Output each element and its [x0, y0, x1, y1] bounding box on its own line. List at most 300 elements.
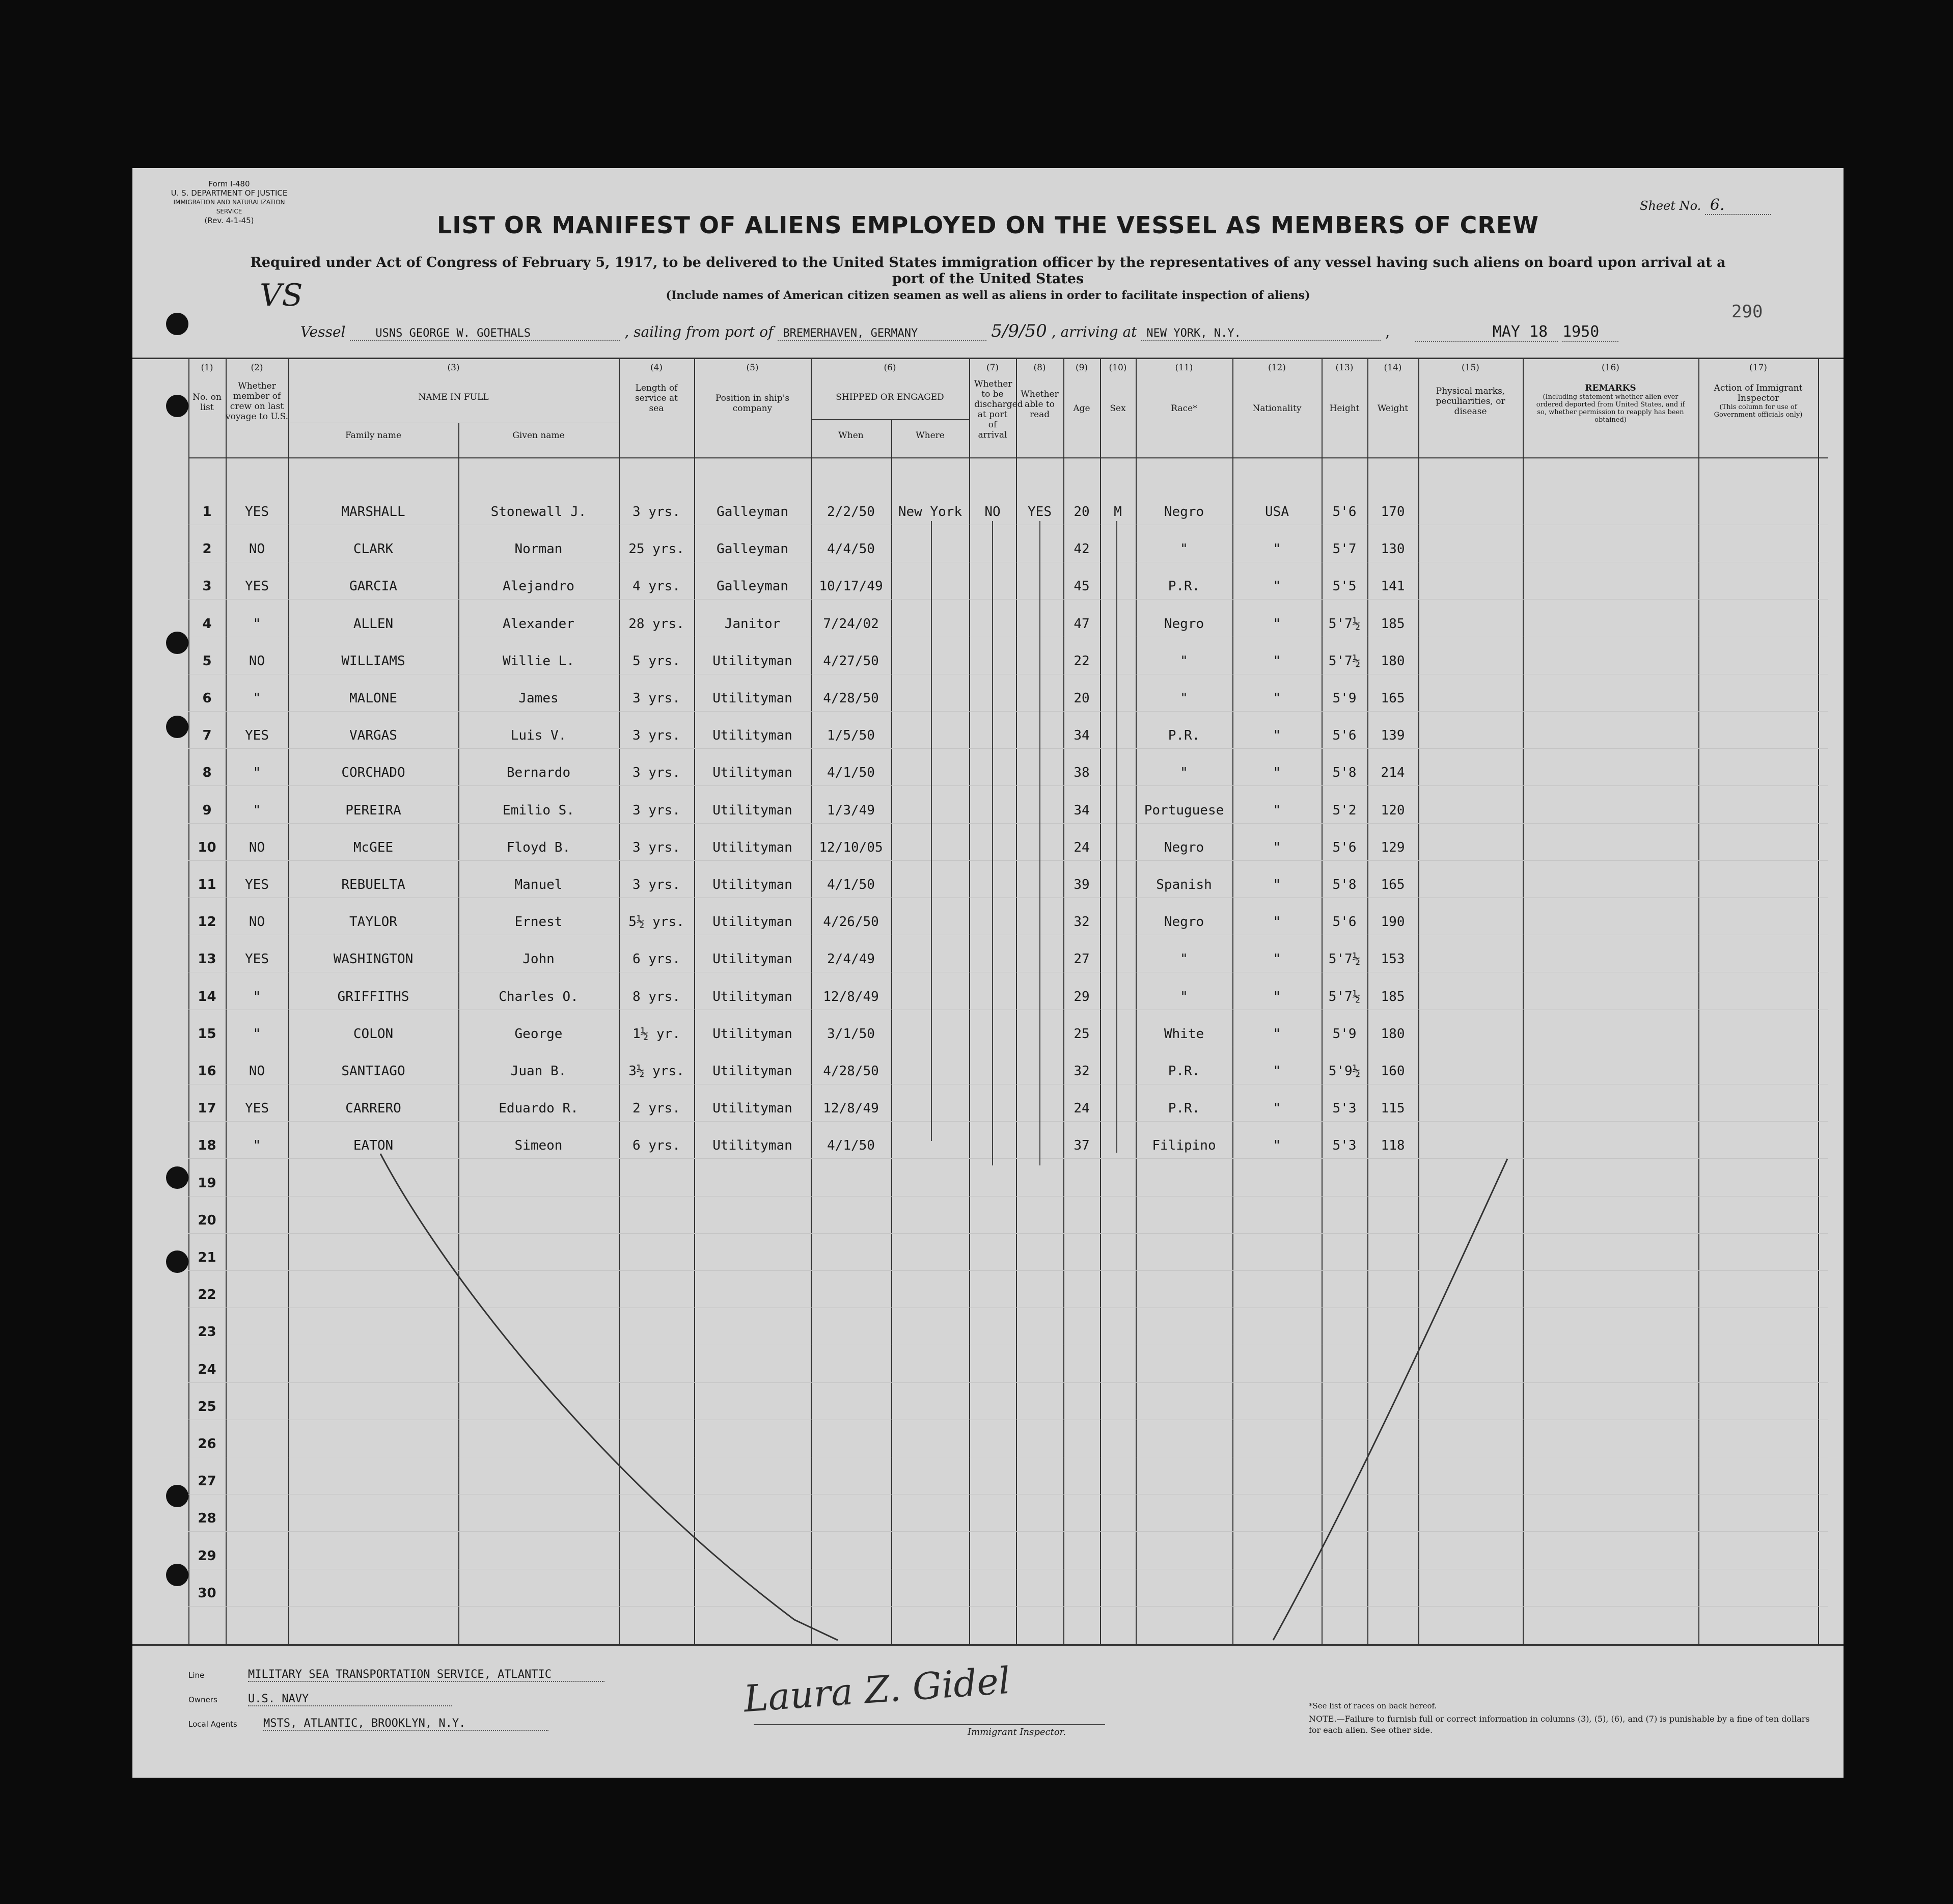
cell-service: 8 yrs.	[632, 989, 680, 1004]
cell-position: Galleyman	[717, 579, 788, 594]
penalty-note: NOTE.—Failure to furnish full or correct information in columns (3), (5), (6), and (7) is punishable by a fine of ten dollars for each alien. See other side.	[1309, 1714, 1810, 1735]
col-title: Whether to be discharged at port of arrival	[974, 379, 1023, 440]
cell-service: 4 yrs.	[632, 579, 680, 594]
cell-given: Manuel	[514, 877, 563, 892]
arrival-date: MAY 18	[1415, 323, 1558, 342]
agents-row	[188, 1717, 604, 1742]
owners-label: Owners	[188, 1695, 217, 1704]
col-title: Action of Immigrant Inspector	[1714, 383, 1803, 403]
cell-nationality: "	[1273, 839, 1281, 855]
cell-age: 37	[1074, 1138, 1090, 1154]
row-number: 22	[198, 1287, 216, 1303]
cell-nationality: "	[1273, 728, 1281, 744]
cell-age: 34	[1074, 802, 1090, 818]
line-row	[188, 1668, 604, 1693]
cell-when: 12/8/49	[823, 1101, 879, 1117]
cell-nationality: "	[1273, 1026, 1281, 1042]
cell-prev: YES	[245, 728, 269, 744]
manifest-sheet	[132, 168, 1844, 1778]
cell-when: 4/1/50	[827, 1138, 875, 1154]
cell-race: P.R.	[1168, 1064, 1200, 1079]
cell-family: PEREIRA	[345, 802, 401, 818]
agents-label: Local Agents	[188, 1720, 237, 1729]
cell-family: WILLIAMS	[341, 653, 405, 669]
form-number: Form I-480	[208, 179, 250, 188]
cell-family: ALLEN	[353, 616, 394, 632]
punch-hole	[166, 716, 188, 738]
cell-weight: 190	[1381, 914, 1405, 930]
cell-given: Ernest	[514, 914, 563, 930]
cell-prev: YES	[245, 877, 269, 892]
cell-age: 47	[1074, 616, 1090, 632]
col-number: (5)	[746, 363, 759, 373]
cell-given: Emilio S.	[503, 802, 574, 818]
cell-family: GRIFFITHS	[337, 989, 409, 1004]
inspector-signature: Laura Z. Gidel	[742, 1658, 1012, 1721]
cell-race: "	[1180, 951, 1188, 967]
cell-when: 1/5/50	[827, 728, 875, 744]
cell-when: 12/8/49	[823, 989, 879, 1004]
department: U. S. DEPARTMENT OF JUSTICE	[171, 188, 288, 198]
cell-position: Utilityman	[712, 989, 792, 1004]
cell-where: New York	[898, 504, 962, 520]
row-number: 28	[198, 1511, 216, 1527]
cell-position: Utilityman	[712, 839, 792, 855]
cell-service: 3 yrs.	[632, 877, 680, 892]
cell-given: Juan B.	[510, 1064, 567, 1079]
row-number: 6	[202, 691, 212, 706]
col-number: (6)	[884, 363, 896, 373]
cell-when: 4/1/50	[827, 877, 875, 892]
cell-nationality: "	[1273, 1101, 1281, 1117]
handwritten-mark: VS	[260, 278, 303, 313]
cell-nationality: "	[1273, 802, 1281, 818]
col-title: Length of service at sea	[635, 383, 678, 414]
owners-value: U.S. NAVY	[248, 1693, 452, 1706]
vessel-label: Vessel	[300, 323, 346, 340]
cell-position: Utilityman	[712, 951, 792, 967]
row-number: 26	[198, 1436, 216, 1452]
cell-race: Negro	[1164, 616, 1204, 632]
cell-family: CARRERO	[345, 1101, 401, 1117]
cell-weight: 120	[1381, 802, 1405, 818]
row-number: 21	[198, 1250, 216, 1265]
cell-given: Stonewall J.	[490, 504, 587, 520]
col-number: (15)	[1462, 363, 1479, 373]
cell-nationality: "	[1273, 1138, 1281, 1154]
cell-height: 5'8	[1332, 765, 1357, 781]
punch-hole	[166, 395, 188, 417]
col-number: (4)	[650, 363, 663, 373]
row-number: 2	[202, 541, 212, 557]
cell-family: EATON	[353, 1138, 394, 1154]
col-number: (10)	[1109, 363, 1127, 373]
cell-prev: NO	[249, 914, 265, 930]
strike-line-right	[1273, 1159, 1507, 1640]
cell-given: Eduardo R.	[499, 1101, 579, 1117]
cell-weight: 141	[1381, 579, 1405, 594]
cell-race: Filipino	[1152, 1138, 1216, 1154]
cell-family: CLARK	[353, 541, 394, 557]
unused-rows-strike	[132, 168, 1844, 1778]
col-note: (Including statement whether alien ever ordered deported from United States, and if so, whether permission to reapply has been obtained)	[1536, 393, 1685, 424]
col-number: (12)	[1268, 363, 1286, 373]
row-number: 7	[202, 728, 212, 744]
row-number: 5	[202, 653, 212, 669]
cell-prev: "	[253, 802, 261, 818]
cell-nationality: "	[1273, 541, 1281, 557]
cell-height: 5'3	[1332, 1101, 1357, 1117]
cell-given: James	[518, 691, 559, 706]
vessel-line: Vessel USNS GEORGE W. GOETHALS , sailing from port of BREMERHAVEN, GERMANY 5/9/50 , arriving at NEW YORK, N.Y. , MAY 18 1950	[300, 321, 1828, 341]
strike-line-left	[380, 1154, 838, 1640]
cell-height: 5'3	[1332, 1138, 1357, 1154]
row-number: 10	[198, 839, 216, 855]
owners-row	[188, 1693, 604, 1717]
cell-position: Utilityman	[712, 1101, 792, 1117]
cell-position: Utilityman	[712, 914, 792, 930]
cell-height: 5'6	[1332, 504, 1357, 520]
cell-weight: 170	[1381, 504, 1405, 520]
cell-age: 25	[1074, 1026, 1090, 1042]
cell-height: 5'6	[1332, 839, 1357, 855]
agents-value: MSTS, ATLANTIC, BROOKLYN, N.Y.	[263, 1717, 548, 1731]
cell-service: 6 yrs.	[632, 1138, 680, 1154]
col-number: (7)	[986, 363, 999, 373]
cell-family: WASHINGTON	[333, 951, 414, 967]
cell-service: 3½ yrs.	[628, 1064, 684, 1079]
row-number: 18	[198, 1138, 216, 1154]
when-header: When	[838, 430, 864, 441]
cell-weight: 165	[1381, 877, 1405, 892]
given-name-header: Given name	[512, 430, 565, 441]
cell-height: 5'9	[1332, 691, 1357, 706]
cell-position: Utilityman	[712, 1026, 792, 1042]
cell-service: 1½ yr.	[632, 1026, 680, 1042]
col-title: REMARKS	[1585, 383, 1636, 393]
cell-when: 4/27/50	[823, 653, 879, 669]
cell-nationality: "	[1273, 579, 1281, 594]
col-number: (16)	[1602, 363, 1619, 373]
footer-block	[188, 1668, 604, 1742]
port-of-arrival: NEW YORK, N.Y.	[1141, 327, 1381, 341]
cell-service: 3 yrs.	[632, 839, 680, 855]
cell-given: Willie L.	[503, 653, 574, 669]
col-number: (9)	[1075, 363, 1088, 373]
cell-prev: YES	[245, 1101, 269, 1117]
cell-nationality: "	[1273, 951, 1281, 967]
cell-age: 20	[1074, 504, 1090, 520]
row-number: 4	[202, 616, 212, 632]
col-number: (13)	[1335, 363, 1354, 373]
arrival-year: 1950	[1562, 323, 1618, 342]
cell-when: 2/4/49	[827, 951, 875, 967]
cell-when: 12/10/05	[819, 839, 883, 855]
row-number: 25	[198, 1399, 216, 1415]
col-title: Position in ship's company	[715, 393, 790, 414]
cell-prev: NO	[249, 1064, 265, 1079]
footnotes	[1309, 1701, 1818, 1736]
punch-hole	[166, 1564, 188, 1586]
vessel-name: USNS GEORGE W. GOETHALS	[350, 327, 620, 341]
col-title: Sex	[1110, 403, 1126, 414]
cell-when: 4/28/50	[823, 691, 879, 706]
cell-height: 5'5	[1332, 579, 1357, 594]
cell-race: P.R.	[1168, 1101, 1200, 1117]
cell-family: McGEE	[353, 839, 394, 855]
row-number: 16	[198, 1064, 216, 1079]
cell-service: 5½ yrs.	[628, 914, 684, 930]
col-number: (2)	[251, 363, 263, 373]
cell-race: Portuguese	[1144, 802, 1224, 818]
page-number: 290	[1731, 302, 1763, 322]
where-header: Where	[916, 430, 945, 441]
cell-height: 5'7½	[1328, 616, 1361, 632]
cell-given: Charles O.	[499, 989, 579, 1004]
cell-read: YES	[1028, 504, 1052, 520]
cell-nationality: USA	[1265, 504, 1289, 520]
cell-weight: 129	[1381, 839, 1405, 855]
cell-race: White	[1164, 1026, 1204, 1042]
cell-age: 24	[1074, 1101, 1090, 1117]
cell-race: Spanish	[1156, 877, 1212, 892]
row-number: 14	[198, 989, 216, 1004]
cell-height: 5'2	[1332, 802, 1357, 818]
cell-family: CORCHADO	[341, 765, 405, 781]
cell-sex: M	[1114, 504, 1122, 520]
cell-weight: 139	[1381, 728, 1405, 744]
cell-prev: "	[253, 765, 261, 781]
cell-nationality: "	[1273, 765, 1281, 781]
cell-family: MALONE	[349, 691, 397, 706]
cell-weight: 214	[1381, 765, 1405, 781]
cell-height: 5'7	[1332, 541, 1357, 557]
cell-service: 3 yrs.	[632, 691, 680, 706]
cell-service: 28 yrs.	[628, 616, 684, 632]
cell-service: 3 yrs.	[632, 802, 680, 818]
cell-when: 2/2/50	[827, 504, 875, 520]
cell-height: 5'6	[1332, 728, 1357, 744]
cell-height: 5'9	[1332, 1026, 1357, 1042]
cell-age: 24	[1074, 839, 1090, 855]
inspector-label: Immigrant Inspector.	[968, 1727, 1066, 1737]
revision: (Rev. 4-1-45)	[204, 216, 254, 225]
row-number: 8	[202, 765, 212, 781]
punch-hole	[166, 1485, 188, 1507]
cell-family: TAYLOR	[349, 914, 397, 930]
cell-given: Simeon	[514, 1138, 563, 1154]
col-title: Physical marks, peculiarities, or disease	[1436, 386, 1505, 417]
form-subnote: (Include names of American citizen seamen as well as aliens in order to facilitate inspection of aliens)	[666, 289, 1310, 302]
cell-age: 29	[1074, 989, 1090, 1004]
punch-hole	[166, 1250, 188, 1273]
cell-height: 5'7½	[1328, 989, 1361, 1004]
cell-discharged: NO	[984, 504, 1001, 520]
cell-family: MARSHALL	[341, 504, 405, 520]
cell-height: 5'7½	[1328, 653, 1361, 669]
cell-height: 5'7½	[1328, 951, 1361, 967]
cell-given: Alejandro	[503, 579, 574, 594]
handwritten-departure-date: 5/9/50	[991, 321, 1047, 341]
cell-service: 2 yrs.	[632, 1101, 680, 1117]
cell-race: Negro	[1164, 504, 1204, 520]
line-label: Line	[188, 1671, 205, 1680]
cell-age: 39	[1074, 877, 1090, 892]
cell-weight: 118	[1381, 1138, 1405, 1154]
cell-nationality: "	[1273, 691, 1281, 706]
cell-age: 32	[1074, 914, 1090, 930]
cell-given: Bernardo	[506, 765, 571, 781]
col-number: (14)	[1384, 363, 1402, 373]
cell-given: John	[522, 951, 555, 967]
col-number: (1)	[201, 363, 213, 373]
cell-height: 5'6	[1332, 914, 1357, 930]
cell-family: COLON	[353, 1026, 394, 1042]
cell-service: 3 yrs.	[632, 728, 680, 744]
sheet-value: 6.	[1705, 196, 1771, 215]
form-title: LIST OR MANIFEST OF ALIENS EMPLOYED ON THE VESSEL AS MEMBERS OF CREW	[436, 211, 1539, 239]
cell-position: Utilityman	[712, 1138, 792, 1154]
cell-prev: YES	[245, 579, 269, 594]
col-title: SHIPPED OR ENGAGED	[836, 392, 944, 402]
cell-nationality: "	[1273, 877, 1281, 892]
col-title: Weight	[1377, 403, 1409, 414]
col-title: Nationality	[1252, 403, 1302, 414]
cell-service: 25 yrs.	[628, 541, 684, 557]
cell-service: 3 yrs.	[632, 765, 680, 781]
col-title: Whether member of crew on last voyage to U.S.	[226, 381, 289, 422]
cell-prev: "	[253, 1026, 261, 1042]
cell-nationality: "	[1273, 914, 1281, 930]
col-title: Height	[1329, 403, 1360, 414]
cell-position: Utilityman	[712, 802, 792, 818]
cell-prev: YES	[245, 504, 269, 520]
col-number: (8)	[1033, 363, 1046, 373]
col-title: No. on list	[192, 392, 222, 413]
cell-when: 7/24/02	[823, 616, 879, 632]
cell-weight: 160	[1381, 1064, 1405, 1079]
cell-prev: NO	[249, 541, 265, 557]
col-title: Race*	[1171, 403, 1197, 414]
cell-family: SANTIAGO	[341, 1064, 405, 1079]
cell-weight: 185	[1381, 616, 1405, 632]
cell-weight: 115	[1381, 1101, 1405, 1117]
cell-when: 3/1/50	[827, 1026, 875, 1042]
row-number: 1	[202, 504, 212, 520]
punch-hole	[166, 1166, 188, 1189]
cell-position: Galleyman	[717, 504, 788, 520]
cell-position: Utilityman	[712, 653, 792, 669]
cell-age: 20	[1074, 691, 1090, 706]
row-number: 30	[198, 1585, 216, 1601]
cell-family: REBUELTA	[341, 877, 405, 892]
cell-family: VARGAS	[349, 728, 397, 744]
cell-prev: "	[253, 691, 261, 706]
cell-weight: 180	[1381, 653, 1405, 669]
cell-given: Norman	[514, 541, 563, 557]
cell-when: 1/3/49	[827, 802, 875, 818]
row-number: 27	[198, 1474, 216, 1489]
cell-position: Galleyman	[717, 541, 788, 557]
cell-age: 34	[1074, 728, 1090, 744]
cell-race: P.R.	[1168, 579, 1200, 594]
cell-age: 22	[1074, 653, 1090, 669]
row-number: 12	[198, 914, 216, 930]
col-title: NAME IN FULL	[418, 392, 489, 402]
port-of-departure: BREMERHAVEN, GERMANY	[778, 327, 986, 341]
cell-prev: "	[253, 989, 261, 1004]
cell-nationality: "	[1273, 989, 1281, 1004]
cell-position: Utilityman	[712, 1064, 792, 1079]
cell-age: 42	[1074, 541, 1090, 557]
cell-when: 10/17/49	[819, 579, 883, 594]
cell-when: 4/1/50	[827, 765, 875, 781]
cell-given: George	[514, 1026, 563, 1042]
cell-prev: "	[253, 616, 261, 632]
cell-race: P.R.	[1168, 728, 1200, 744]
cell-prev: NO	[249, 839, 265, 855]
cell-weight: 153	[1381, 951, 1405, 967]
cell-position: Utilityman	[712, 877, 792, 892]
row-number: 3	[202, 579, 212, 594]
punch-hole	[166, 313, 188, 335]
sailing-label: , sailing from port of	[624, 323, 774, 340]
sheet-label: Sheet No.	[1640, 199, 1701, 213]
col-note: (This column for use of Government officials only)	[1714, 403, 1803, 419]
cell-nationality: "	[1273, 616, 1281, 632]
cell-family: GARCIA	[349, 579, 397, 594]
punch-hole	[166, 632, 188, 654]
cell-race: Negro	[1164, 914, 1204, 930]
cell-nationality: "	[1273, 1064, 1281, 1079]
line-value: MILITARY SEA TRANSPORTATION SERVICE, ATLANTIC	[248, 1668, 604, 1682]
cell-given: Floyd B.	[506, 839, 571, 855]
cell-prev: NO	[249, 653, 265, 669]
row-number: 11	[198, 877, 216, 892]
cell-service: 6 yrs.	[632, 951, 680, 967]
cell-age: 45	[1074, 579, 1090, 594]
row-number: 20	[198, 1212, 216, 1228]
cell-position: Utilityman	[712, 691, 792, 706]
service-name: IMMIGRATION AND NATURALIZATION SERVICE	[173, 199, 285, 215]
row-number: 19	[198, 1175, 216, 1191]
row-number: 24	[198, 1362, 216, 1377]
cell-race: "	[1180, 691, 1188, 706]
cell-position: Utilityman	[712, 728, 792, 744]
row-number: 9	[202, 802, 212, 818]
form-subtitle: Required under Act of Congress of February 5, 1917, to be delivered to the United States immigration officer by the representatives of any vessel having such aliens on board upon arrival at a port of the United States	[250, 255, 1726, 287]
cell-prev: YES	[245, 951, 269, 967]
cell-given: Alexander	[503, 616, 574, 632]
col-number: (17)	[1749, 363, 1767, 373]
cell-weight: 165	[1381, 691, 1405, 706]
cell-nationality: "	[1273, 653, 1281, 669]
row-number: 15	[198, 1026, 216, 1042]
cell-height: 5'9½	[1328, 1064, 1361, 1079]
cell-weight: 130	[1381, 541, 1405, 557]
cell-weight: 180	[1381, 1026, 1405, 1042]
cell-position: Utilityman	[712, 765, 792, 781]
row-number: 29	[198, 1548, 216, 1564]
row-number: 17	[198, 1101, 216, 1117]
row-number: 13	[198, 951, 216, 967]
cell-race: Negro	[1164, 839, 1204, 855]
cell-age: 27	[1074, 951, 1090, 967]
col-title: Whether able to read	[1021, 389, 1059, 420]
cell-given: Luis V.	[510, 728, 567, 744]
cell-when: 4/28/50	[823, 1064, 879, 1079]
family-name-header: Family name	[345, 430, 402, 441]
